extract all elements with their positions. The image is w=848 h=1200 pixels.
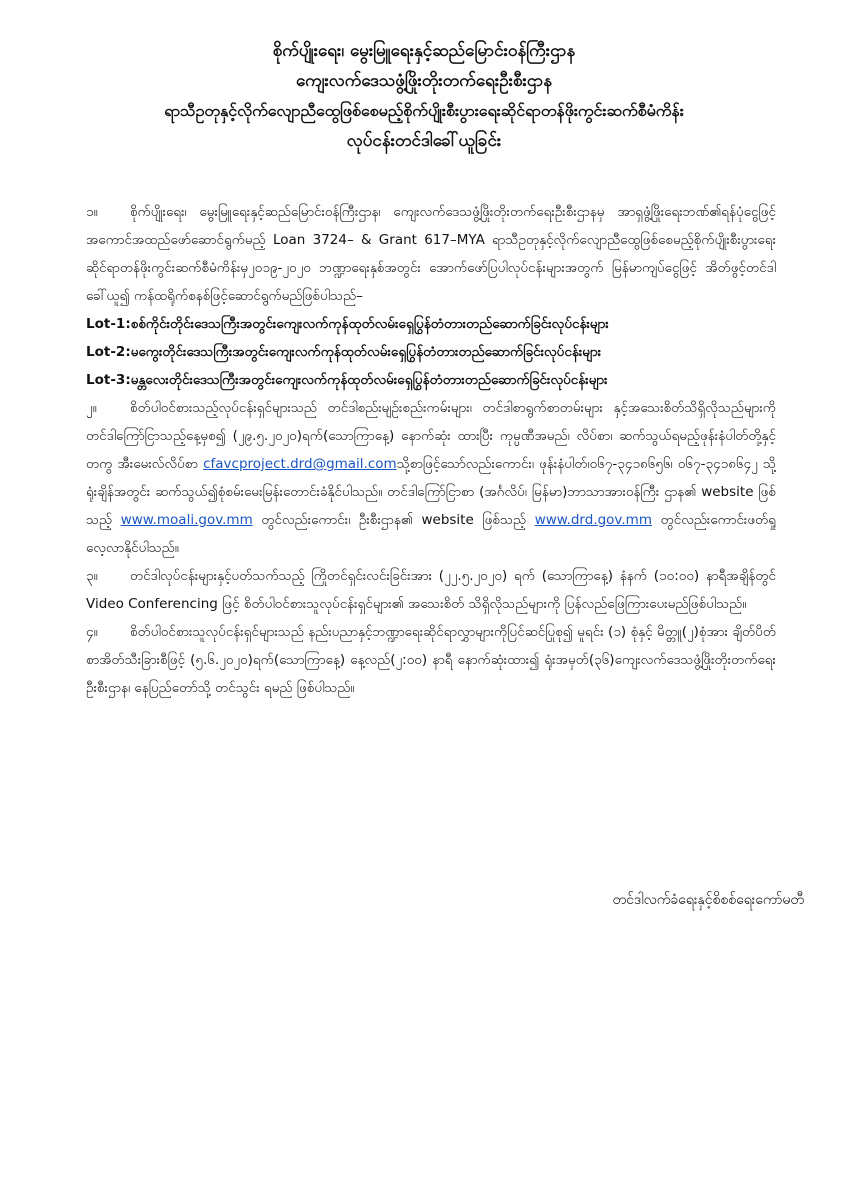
paragraph-number: ၄။ <box>86 624 98 640</box>
paragraph-2 <box>86 394 776 562</box>
paragraph-text: စိတ်ပါဝင်စားသူလုပ်ငန်းရှင်များသည် နည်းပညာနှင့်ဘဏ္ဍာရေးဆိုင်ရာလွှာများကိုပြင်ဆင်ပြုစု၍ မူရင်း (၁) စုံနှင့် မိတ္တူ(၂)စုံအား ချိတ်ပိတ်စာအိတ်သီးခြားစီဖြင့် (၅.၆.၂၀၂၀)ရက်(သောကြာနေ့) နေ့လည်(၂:၀၀) နာရီ နောက်ဆုံးထား၍ ရုံးအမှတ်(၃၆)ကျေးလက်ဒေသဖွံ့ဖြိုးတိုးတက်ရေးဦးစီးဌာန၊ နေပြည်တော်သို့ တင်သွင်း ရမည် ဖြစ်ပါသည်။ <box>86 624 776 696</box>
paragraph-text: သို့စာဖြင့်သော်လည်းကောင်း၊ ဖုန်းနံပါတ်၊၀၆၇-၃၄၁၈၆၅၆၊ ၀၆၇-၃၄၁၈၆၄၂ သို့ရုံးချိန်အတွင်း ဆက်သွယ်၍စုံစမ်းမေးမြန်းတောင်းခံနိုင်ပါသည်။ တင်ဒါကြော်ငြာစာ (အင်္ဂလိပ်၊ မြန်မာ)ဘာသာအားဝန်ကြီး ဌာန၏ website ဖြစ်သည့် <box>86 456 776 528</box>
paragraph-number: ၁။ <box>86 204 98 220</box>
paragraph-text: တွင်လည်းကောင်းဖတ်ရှုလေ့လာနိုင်ပါသည်။ <box>86 512 776 556</box>
document-header <box>60 36 788 156</box>
ministry-website-link[interactable]: www.moali.gov.mm <box>120 512 253 528</box>
ministry-title: စိုက်ပျိုးရေး၊ မွေးမြူရေးနှင့်ဆည်မြောင်းဝန်ကြီးဌာန <box>272 41 576 61</box>
paragraph-3 <box>86 562 776 618</box>
paragraph-number: ၂။ <box>86 400 97 416</box>
lot-3: Lot-3:မန္တလေးတိုင်းဒေသကြီးအတွင်းကျေးလက်ကုန်ထုတ်လမ်းရှေပြွန်တံတားတည်ဆောက်ခြင်းလုပ်ငန်းများ <box>86 372 608 388</box>
paragraph-text: တွင်လည်းကောင်း၊ ဦးစီးဌာန၏ website ဖြစ်သည့် <box>252 512 535 528</box>
paragraph-text: တင်ဒါလုပ်ငန်းများနှင့်ပတ်သက်သည့် ကြိုတင်ရှင်းလင်းခြင်းအား (၂၂.၅.၂၀၂၀) ရက် (သောကြာနေ့) နံနက် (၁၀:၀၀) နာရီအချိန်တွင် Video Conferencing ဖြင့် စိတ်ပါဝင်စားသူလုပ်ငန်းရှင်များ၏ အသေးစိတ် သိရှိလိုသည်များကို ပြန်လည်ဖြေကြားပေးမည်ဖြစ်ပါသည်။ <box>86 568 776 612</box>
paragraph-text: စိုက်ပျိုးရေး၊ မွေးမြူရေးနှင့်ဆည်မြောင်းဝန်ကြီးဌာန၊ ကျေးလက်ဒေသဖွံ့ဖြိုးတိုးတက်ရေးဦးစီးဌာနမှ အာရှဖွံ့ဖြိုးရေးဘဏ်၏ရန်ပုံငွေဖြင့် အကောင်အထည်ဖော်ဆောင်ရွက်မည့် Loan 3724– & Grant 617–MYA ရာသီဥတုနှင့်လိုက်လျောညီထွေဖြစ်စေမည့်စိုက်ပျိုးစီးပွားရေးဆိုင်ရာတန်ဖိုးကွင်းဆက်စီမံကိန်းမှ၂၀၁၉-၂၀၂၀ ဘဏ္ဍာရေးနှစ်အတွင်း အောက်ဖော်ပြပါလုပ်ငန်းများအတွက် မြန်မာကျပ်ငွေဖြင့် အိတ်ဖွင့်တင်ဒါခေါ်ယူ၍ ကန်ထရိုက်စနစ်ဖြင့်ဆောင်ရွက်မည်ဖြစ်ပါသည်– <box>86 204 776 304</box>
project-title: ရာသီဥတုနှင့်လိုက်လျောညီထွေဖြစ်စေမည့်စိုက်ပျိုးစီးပွားရေးဆိုင်ရာတန်ဖိုးကွင်းဆက်စီမံကိန်း <box>164 101 684 120</box>
committee-signature: တင်ဒါလက်ခံရေးနှင့်စိစစ်ရေးကော်မတီ <box>612 892 804 908</box>
paragraph-4 <box>86 618 776 702</box>
notice-title: လုပ်ငန်းတင်ဒါခေါ်ယူခြင်း <box>346 131 502 151</box>
email-link[interactable]: cfavcproject.drd@gmail.com <box>203 456 397 472</box>
paragraph-1 <box>86 198 776 310</box>
document-body <box>86 198 776 702</box>
lot-1: Lot-1:စစ်ကိုင်းတိုင်းဒေသကြီးအတွင်းကျေးလက်ကုန်ထုတ်လမ်းရှေပြွန်တံတားတည်ဆောက်ခြင်းလုပ်ငန်းများ <box>86 316 609 332</box>
department-title: ကျေးလက်ဒေသဖွံ့ဖြိုးတိုးတက်ရေးဦးစီးဌာန <box>295 71 553 91</box>
lot-2: Lot-2:မကွေးတိုင်းဒေသကြီးအတွင်းကျေးလက်ကုန်ထုတ်လမ်းရှေပြွန်တံတားတည်ဆောက်ခြင်းလုပ်ငန်းများ <box>86 344 602 360</box>
paragraph-text: စိတ်ပါဝင်စားသည့်လုပ်ငန်းရှင်များသည် တင်ဒါစည်းမျဉ်းစည်းကမ်းများ၊ တင်ဒါစာရွက်စာတမ်းများ နှင့်အသေးစိတ်သိရှိလိုသည်များကိုတင်ဒါကြော်ငြာသည့်နေ့မှစ၍ (၂၉.၅.၂၀၂၀)ရက်(သောကြာနေ့) နောက်ဆုံး ထားပြီး ကုမ္ပဏီအမည်၊ လိပ်စာ၊ ဆက်သွယ်ရမည့်ဖုန်းနံပါတ်တို့နှင့်တကွ အီးမေးလ်လိပ်စာ <box>86 400 776 472</box>
department-website-link[interactable]: www.drd.gov.mm <box>534 512 652 528</box>
paragraph-number: ၃။ <box>86 568 98 584</box>
